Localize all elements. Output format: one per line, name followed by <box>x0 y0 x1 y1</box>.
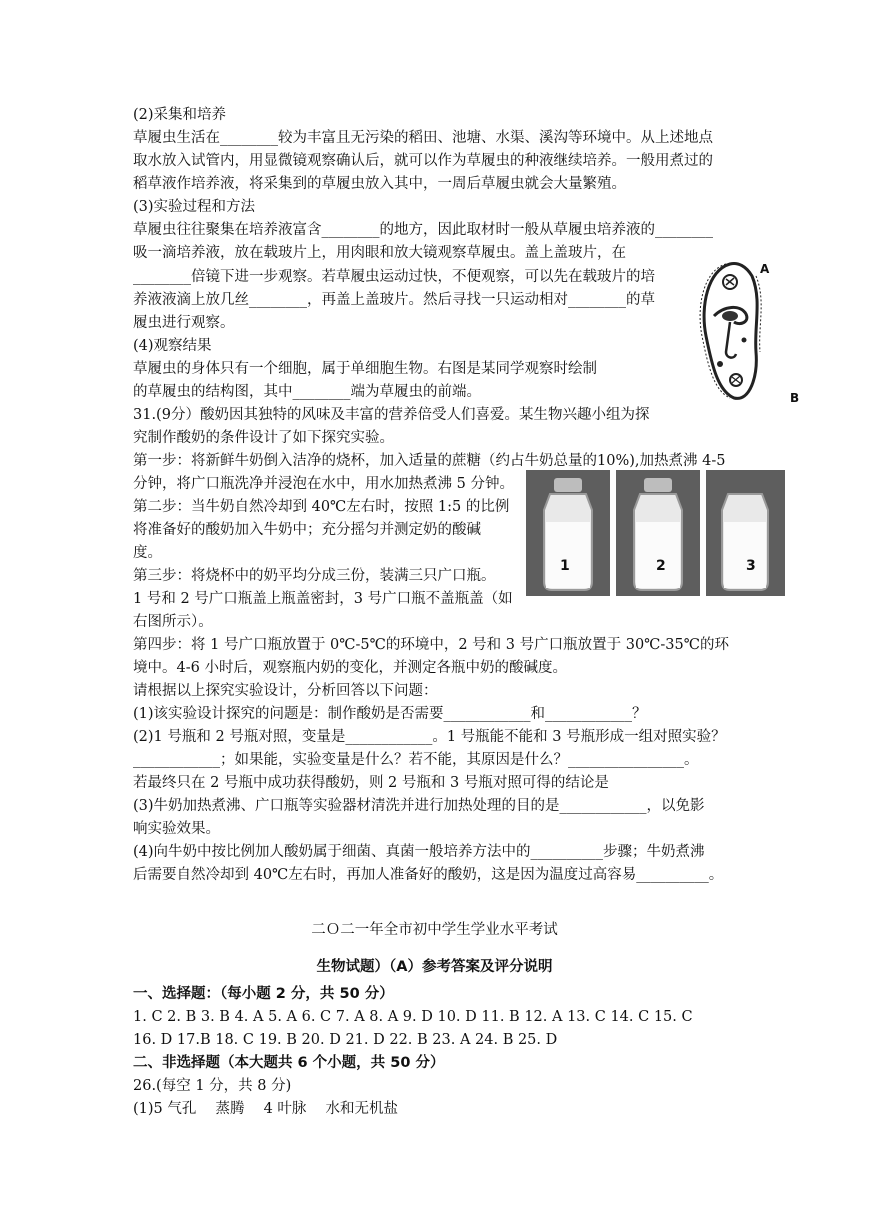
section-3-title: (3)实验过程和方法 <box>133 199 256 215</box>
choice-answers-line-2: 16. D 17.B 18. C 19. B 20. D 21. D 22. B 23. A 24. B 25. D <box>133 1032 558 1048</box>
bottle-photo-1 <box>526 470 610 596</box>
section-3-line-1: 草履虫往往聚集在培养液富含________的地方，因此取材时一般从草履虫培养液的________ <box>133 222 713 238</box>
q31-step4-line-2: 境中。4-6 小时后，观察瓶内奶的变化，并测定各瓶中奶的酸碱度。 <box>133 660 567 676</box>
choice-answers-line-1: 1. C 2. B 3. B 4. A 5. A 6. C 7. A 8. A 9. D 10. D 11. B 12. A 13. C 14. C 15. C <box>133 1009 693 1025</box>
q31-sub4-line-1: (4)向牛奶中按比例加人酸奶属于细菌、真菌一般培养方法中的__________步骤；牛奶煮沸 <box>133 844 705 860</box>
q31-sub4-line-2: 后需要自然冷却到 40℃左右时，再加人准备好的酸奶，这是因为温度过高容易__________。 <box>133 867 724 883</box>
bottle-2-drawing <box>616 470 700 596</box>
section-2-line-3: 稻草液作培养液，将采集到的草履虫放入其中，一周后草履虫就会大量繁殖。 <box>133 176 626 192</box>
label-a: A <box>760 262 770 276</box>
q31-step3-line-1: 第三步：将烧杯中的奶平均分成三份，装满三只广口瓶。 <box>133 568 496 584</box>
section-3-line-2: 吸一滴培养液，放在载玻片上，用肉眼和放大镜观察草履虫。盖上盖玻片，在 <box>133 245 626 261</box>
section-2-line-2: 取水放入试管内，用显微镜观察确认后，就可以作为草履虫的种液继续培养。一般用煮过的 <box>133 153 713 169</box>
q31-sub1: (1)该实验设计探究的问题是：制作酸奶是否需要____________和____________？ <box>133 706 647 722</box>
bottle-label-1: 1 <box>560 558 570 574</box>
paramecium-drawing <box>690 256 790 406</box>
q26-title: 26.(每空 1 分，共 8 分) <box>133 1078 292 1094</box>
q31-step2-line-1: 第二步：当牛奶自然冷却到 40℃左右时，按照 1:5 的比例 <box>133 499 510 515</box>
label-b: B <box>790 391 800 405</box>
q31-sub2-line-2: ____________；如果能，实验变量是什么？若不能，其原因是什么？________________。 <box>133 752 699 768</box>
section-3-line-5: 履虫进行观察。 <box>133 315 235 331</box>
q31-step2-line-3: 度。 <box>133 545 162 561</box>
bottle-photo-3 <box>706 470 785 596</box>
q31-sub2-line-1: (2)1 号瓶和 2 号瓶对照，变量是____________。1 号瓶能不能和 3 号瓶形成一组对照实验？ <box>133 729 726 745</box>
q31-step4-line-1: 第四步：将 1 号广口瓶放置于 0℃-5℃的环境中，2 号和 3 号广口瓶放置于 30℃-35℃的环 <box>133 637 729 653</box>
q31-step1-line-1: 第一步：将新鲜牛奶倒入洁净的烧杯，加入适量的蔗糖（约占牛奶总量的10%),加热煮沸 4-5 <box>133 453 726 469</box>
section-3-line-3: ________倍镜下进一步观察。若草履虫运动过快，不便观察，可以先在载玻片的培 <box>133 269 655 285</box>
section-3-line-4: 养液液滴上放几丝________，再盖上盖玻片。然后寻找一只运动相对________的草 <box>133 292 655 308</box>
q31-step3-line-3: 右图所示）。 <box>133 614 213 630</box>
bottle-photo-2 <box>616 470 700 596</box>
q26-answer-1: (1)5 气孔 蒸腾 4 叶脉 水和无机盐 <box>133 1101 399 1117</box>
bottle-label-2: 2 <box>656 558 666 574</box>
section-4-line-2: 的草履虫的结构图，其中________端为草履虫的前端。 <box>133 384 481 400</box>
q31-step3-line-2: 1 号和 2 号广口瓶盖上瓶盖密封，3 号广口瓶不盖瓶盖（如 <box>133 591 513 607</box>
section-2-title: (2)采集和培养 <box>133 107 227 123</box>
q31-sub2-line-3: 若最终只在 2 号瓶中成功获得酸奶，则 2 号瓶和 3 号瓶对照可得的结论是 <box>133 775 609 791</box>
section-4-line-1: 草履虫的身体只有一个细胞，属于单细胞生物。右图是某同学观察时绘制 <box>133 361 597 377</box>
bottle-label-3: 3 <box>746 558 756 574</box>
paramecium-figure <box>690 256 800 406</box>
q31-line-1: 31.(9分）酸奶因其独特的风味及丰富的营养倍受人们喜爱。某生物兴趣小组为探 <box>133 407 650 423</box>
section-2-heading: 二、非选择题（本大题共 6 个小题，共 50 分） <box>133 1055 445 1071</box>
q31-sub3-line-2: 响实验效果。 <box>133 821 220 837</box>
q31-step1-line-2: 分钟，将广口瓶洗净并浸泡在水中，用水加热煮沸 5 分钟。 <box>133 476 514 492</box>
q31-step2-line-2: 将准备好的酸奶加入牛奶中；充分摇匀并测定奶的酸碱 <box>133 522 481 538</box>
section-2-line-1: 草履虫生活在________较为丰富且无污染的稻田、池塘、水渠、溪沟等环境中。从上述地点 <box>133 130 713 146</box>
q31-instruction: 请根据以上探究实验设计，分析回答以下问题： <box>133 683 438 699</box>
bottle-1-drawing <box>526 470 610 596</box>
bottle-3-drawing <box>706 470 785 596</box>
answers-subheading: 生物试题）（A）参考答案及评分说明 <box>316 959 553 975</box>
answers-heading: 二Ｏ二一年全市初中学生学业水平考试 <box>311 922 558 938</box>
q31-line-2: 究制作酸奶的条件设计了如下探究实验。 <box>133 430 394 446</box>
section-1-title: 一、选择题：（每小题 2 分，共 50 分） <box>133 986 394 1002</box>
q31-sub3-line-1: (3)牛奶加热煮沸、广口瓶等实验器材清洗并进行加热处理的目的是____________，以免影 <box>133 798 705 814</box>
section-4-title: (4)观察结果 <box>133 338 212 354</box>
